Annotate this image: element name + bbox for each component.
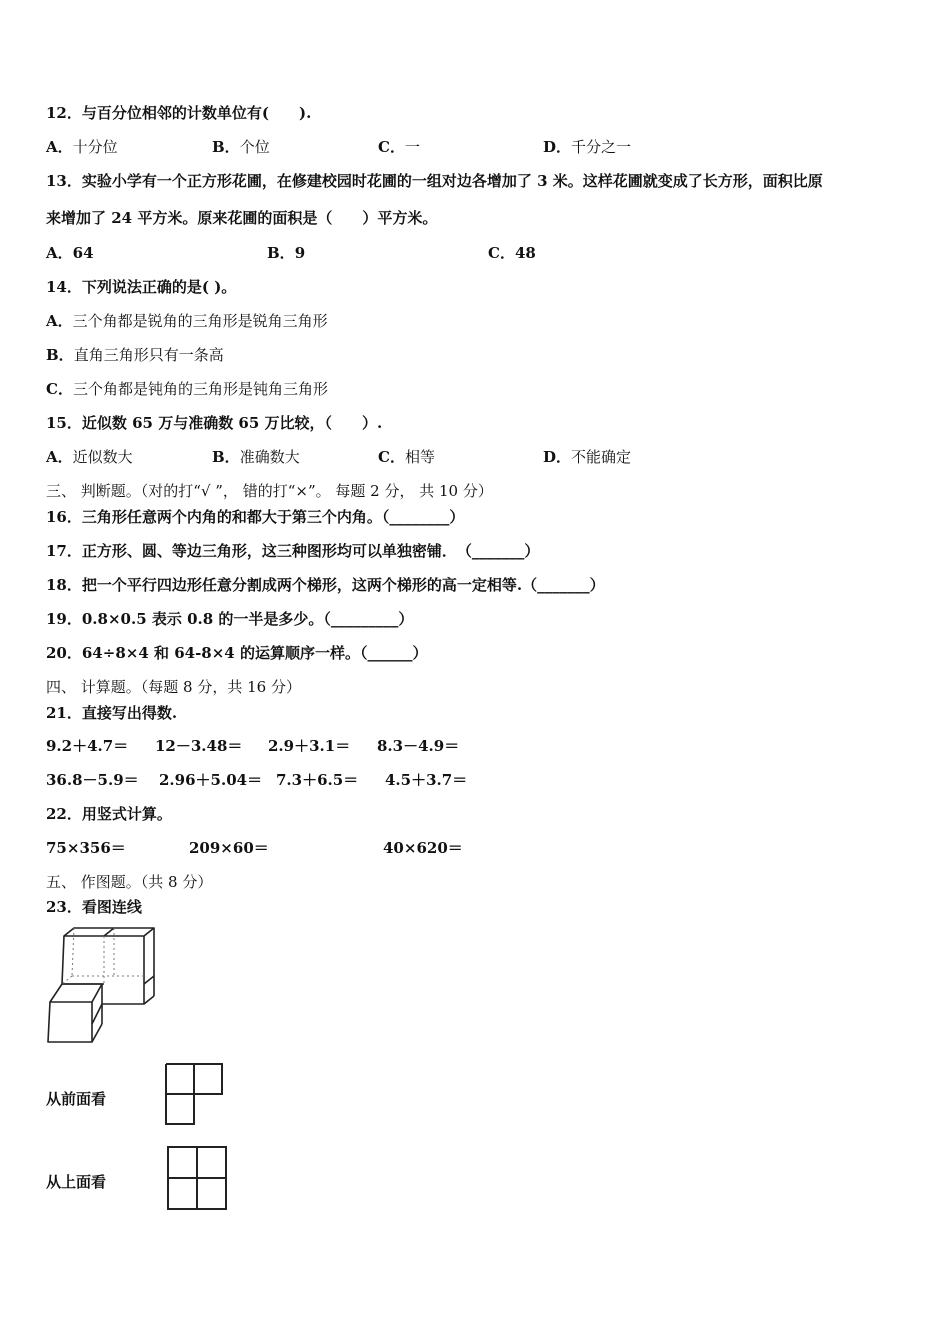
cube-figure xyxy=(44,926,160,1046)
front-view-label: 从前面看 xyxy=(46,1090,107,1108)
q22-item: 40×620＝ xyxy=(383,839,463,857)
q21-item: 7.3＋6.5＝ xyxy=(276,771,359,789)
q15-option-a: A．近似数大 xyxy=(46,448,133,466)
q13-option-c: C．48 xyxy=(488,244,536,262)
q21-stem: 21．直接写出得数. xyxy=(46,704,178,722)
q12-option-d: D．千分之一 xyxy=(543,138,632,156)
q14-option-a: A．三个角都是锐角的三角形是锐角三角形 xyxy=(46,312,328,330)
q12-option-c: C．一 xyxy=(378,138,420,156)
q16: 16．三角形任意两个内角的和都大于第三个内角。（________） xyxy=(46,508,465,526)
q21-item: 36.8－5.9＝ xyxy=(46,771,139,789)
section3-heading: 三、 判断题。（对的打“√ ”， 错的打“×”。 每题 2 分， 共 10 分） xyxy=(46,482,493,500)
q21-item: 9.2＋4.7＝ xyxy=(46,737,129,755)
q15-option-d: D．不能确定 xyxy=(543,448,632,466)
q21-item: 4.5＋3.7＝ xyxy=(385,771,468,789)
q23-stem: 23．看图连线 xyxy=(46,898,142,916)
section4-heading: 四、 计算题。（每题 8 分，共 16 分） xyxy=(46,678,301,696)
q19: 19．0.8×0.5 表示 0.8 的一半是多少。（_________） xyxy=(46,610,414,628)
q13-option-a: A．64 xyxy=(46,244,94,262)
q13-stem-line1: 13．实验小学有一个正方形花圃，在修建校园时花圃的一组对边各增加了 3 米。这样花圃就变成了长方形，面积比原 xyxy=(46,172,823,190)
q15-option-b: B．准确数大 xyxy=(212,448,300,466)
q13-stem-line2: 来增加了 24 平方米。原来花圃的面积是（ ）平方米。 xyxy=(46,209,438,227)
top-view-label: 从上面看 xyxy=(46,1173,107,1191)
q18: 18．把一个平行四边形任意分割成两个梯形，这两个梯形的高一定相等.（_______） xyxy=(46,576,605,594)
top-view-figure xyxy=(164,1143,230,1213)
front-view-figure xyxy=(162,1060,226,1128)
section5-heading: 五、 作图题。（共 8 分） xyxy=(46,873,213,891)
q22-item: 209×60＝ xyxy=(189,839,269,857)
q22-stem: 22．用竖式计算。 xyxy=(46,805,172,823)
q15-stem: 15．近似数 65 万与准确数 65 万比较，（ ）. xyxy=(46,414,383,432)
q21-item: 2.9＋3.1＝ xyxy=(268,737,351,755)
q21-item: 12－3.48＝ xyxy=(155,737,243,755)
q17: 17．正方形、圆、等边三角形，这三种图形均可以单独密铺． （_______） xyxy=(46,542,540,560)
q20: 20．64÷8×4 和 64-8×4 的运算顺序一样。（______） xyxy=(46,644,428,662)
q22-item: 75×356＝ xyxy=(46,839,126,857)
q14-option-c: C．三个角都是钝角的三角形是钝角三角形 xyxy=(46,380,328,398)
q21-item: 2.96＋5.04＝ xyxy=(159,771,263,789)
q13-option-b: B．9 xyxy=(267,244,306,262)
q14-option-b: B．直角三角形只有一条高 xyxy=(46,346,224,364)
q15-option-c: C．相等 xyxy=(378,448,435,466)
q14-stem: 14．下列说法正确的是( )。 xyxy=(46,278,237,296)
q12-option-b: B．个位 xyxy=(212,138,270,156)
q12-stem: 12．与百分位相邻的计数单位有( ). xyxy=(46,104,312,122)
q21-item: 8.3－4.9＝ xyxy=(377,737,460,755)
q12-option-a: A．十分位 xyxy=(46,138,118,156)
